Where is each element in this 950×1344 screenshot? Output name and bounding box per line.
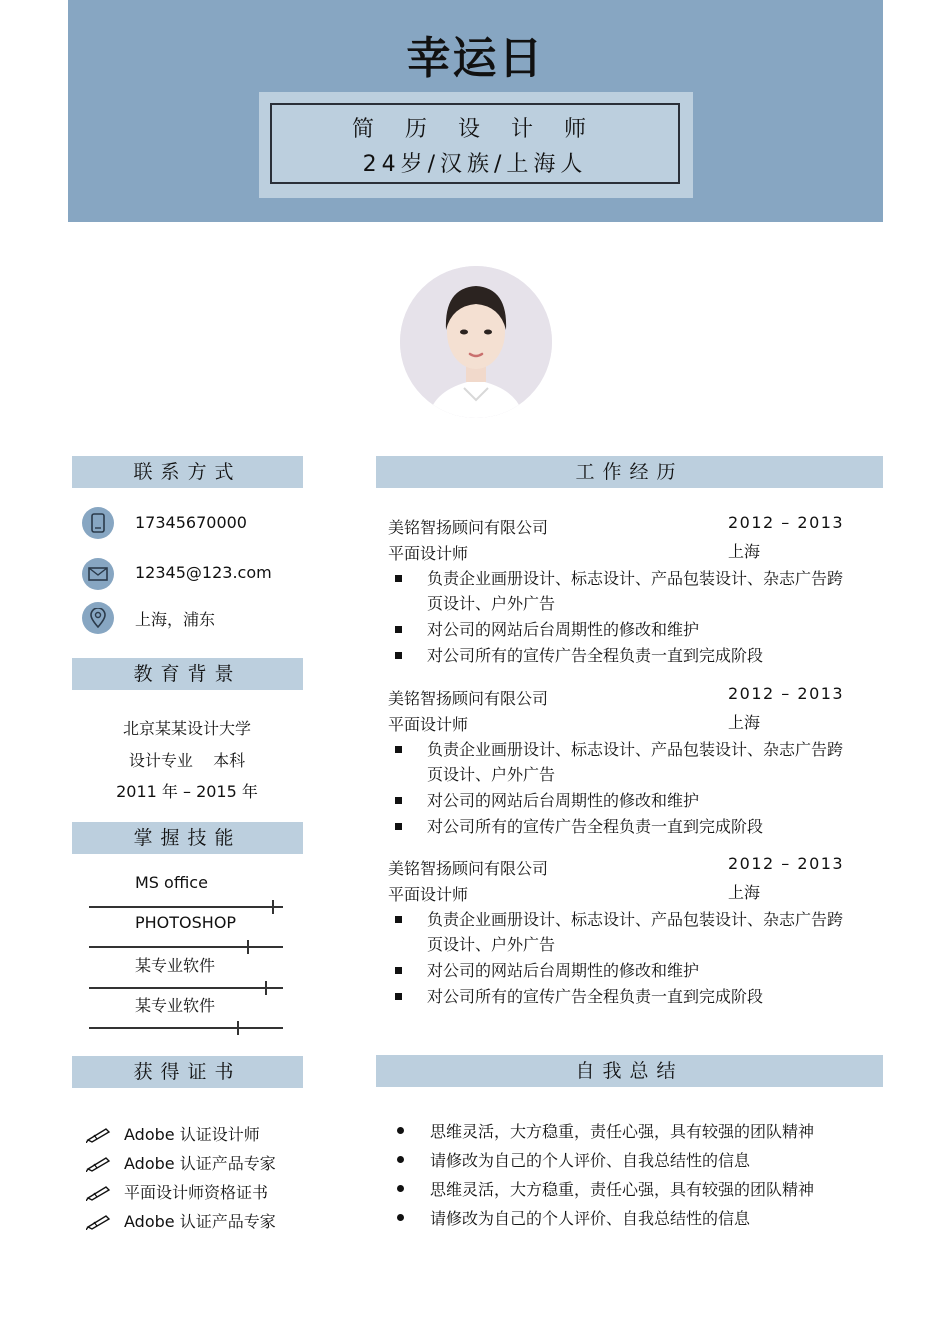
bullet-square (395, 652, 402, 659)
job-duty: 负责企业画册设计、标志设计、产品包装设计、杂志广告跨页设计、户外广告 (427, 910, 844, 954)
job-duty: 对公司的网站后台周期性的修改和维护 (427, 961, 700, 980)
phone-icon (82, 507, 114, 539)
bullet-dot (397, 1127, 404, 1134)
job-role: 平面设计师 (388, 544, 469, 563)
avatar-portrait-icon (400, 266, 552, 418)
bullet-square (395, 993, 402, 1000)
skill-bar (89, 987, 283, 989)
skill-level-marker (272, 900, 274, 914)
cert-label: Adobe 认证设计师 (124, 1125, 260, 1144)
job-role: 平面设计师 (388, 715, 469, 734)
cert-label: Adobe 认证产品专家 (124, 1154, 276, 1173)
pen-icon (86, 1183, 112, 1201)
skill-bar (89, 946, 283, 948)
section-contact-heading: 联系方式 (72, 456, 303, 488)
job-company: 美铭智扬顾问有限公司 (388, 518, 549, 537)
skill-level-marker (237, 1021, 239, 1035)
summary-item: 请修改为自己的个人评价、自我总结性的信息 (430, 1209, 751, 1228)
pen-icon (86, 1154, 112, 1172)
summary-item: 请修改为自己的个人评价、自我总结性的信息 (430, 1151, 751, 1170)
mail-icon (82, 558, 114, 590)
bullet-square (395, 823, 402, 830)
location-icon (82, 602, 114, 634)
section-work-heading: 工作经历 (376, 456, 883, 488)
job-city: 上海 (728, 542, 761, 561)
job-duty: 负责企业画册设计、标志设计、产品包装设计、杂志广告跨页设计、户外广告 (427, 740, 844, 784)
cert-item (86, 1151, 276, 1174)
bullet-square (395, 797, 402, 804)
job-duty: 对公司所有的宣传广告全程负责一直到完成阶段 (427, 817, 764, 836)
skill-bar (89, 1027, 283, 1029)
contact-address: 上海，浦东 (135, 610, 216, 629)
bullet-square (395, 967, 402, 974)
job-company: 美铭智扬顾问有限公司 (388, 689, 549, 708)
skill-level-marker (247, 940, 249, 954)
bullet-square (395, 916, 402, 923)
summary-item: 思维灵活，大方稳重，责任心强，具有较强的团队精神 (430, 1122, 815, 1141)
job-date: 2012 – 2013 (728, 854, 845, 873)
cert-item (86, 1122, 260, 1145)
education-major: 设计专业 本科 (128, 751, 246, 770)
job-duty: 负责企业画册设计、标志设计、产品包装设计、杂志广告跨页设计、户外广告 (427, 569, 844, 613)
section-certs-heading: 获得证书 (72, 1056, 303, 1088)
candidate-meta: 24岁/汉族/上海人 (362, 152, 588, 177)
skill-bar (89, 906, 283, 908)
education-school: 北京某某设计大学 (122, 719, 251, 738)
section-education-heading: 教育背景 (72, 658, 303, 690)
bullet-square (395, 626, 402, 633)
skill-name: 某专业软件 (135, 996, 216, 1015)
job-duty: 对公司所有的宣传广告全程负责一直到完成阶段 (427, 646, 764, 665)
skill-name: PHOTOSHOP (135, 913, 237, 932)
section-skills-heading: 掌握技能 (72, 822, 303, 854)
job-duty: 对公司的网站后台周期性的修改和维护 (427, 791, 700, 810)
cert-label: 平面设计师资格证书 (124, 1183, 269, 1202)
contact-phone: 17345670000 (135, 513, 247, 532)
section-summary-heading: 自我总结 (376, 1055, 883, 1087)
job-date: 2012 – 2013 (728, 684, 845, 703)
bullet-square (395, 746, 402, 753)
job-duty: 对公司的网站后台周期性的修改和维护 (427, 620, 700, 639)
cert-label: Adobe 认证产品专家 (124, 1212, 276, 1231)
pen-icon (86, 1212, 112, 1230)
bullet-square (395, 575, 402, 582)
contact-email: 12345@123.com (135, 563, 272, 582)
candidate-name: 幸运日 (406, 33, 545, 84)
avatar-photo (400, 266, 552, 418)
skill-level-marker (265, 981, 267, 995)
bullet-dot (397, 1185, 404, 1192)
job-duty: 对公司所有的宣传广告全程负责一直到完成阶段 (427, 987, 764, 1006)
skill-name: 某专业软件 (135, 956, 216, 975)
education-period: 2011 年 – 2015 年 (116, 782, 258, 801)
cert-item (86, 1180, 268, 1203)
bullet-dot (397, 1156, 404, 1163)
cert-item (86, 1209, 276, 1232)
job-role: 平面设计师 (388, 885, 469, 904)
pen-icon (86, 1125, 112, 1143)
job-date: 2012 – 2013 (728, 513, 845, 532)
job-city: 上海 (728, 713, 761, 732)
job-title: 简 历 设 计 师 (352, 117, 598, 142)
job-company: 美铭智扬顾问有限公司 (388, 859, 549, 878)
job-city: 上海 (728, 883, 761, 902)
summary-item: 思维灵活，大方稳重，责任心强，具有较强的团队精神 (430, 1180, 815, 1199)
bullet-dot (397, 1214, 404, 1221)
skill-name: MS office (135, 873, 208, 892)
